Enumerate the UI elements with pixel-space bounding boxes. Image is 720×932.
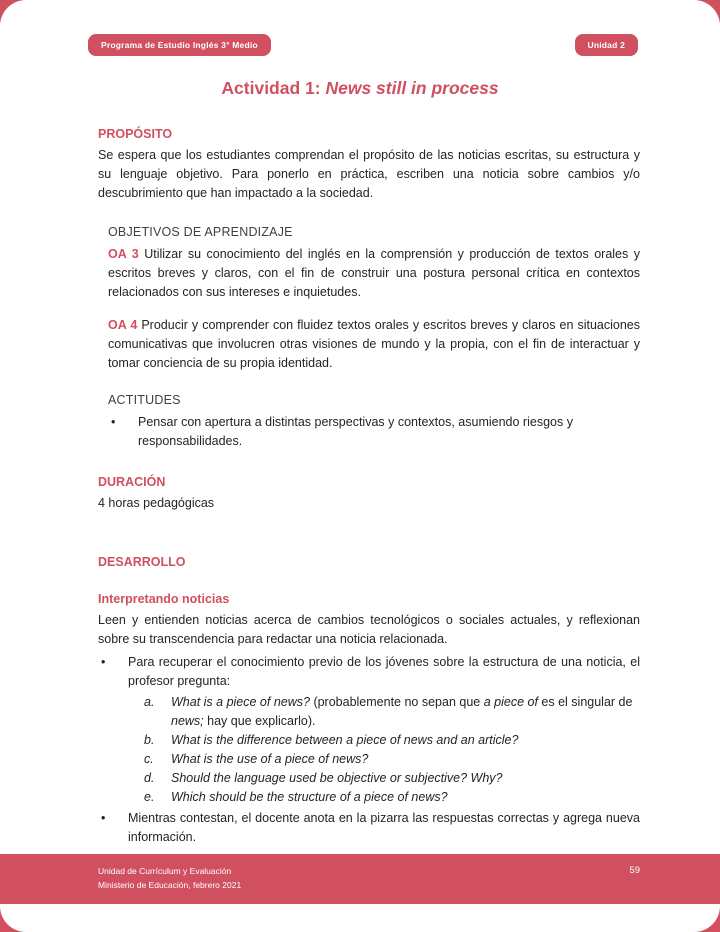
interpretando-heading: Interpretando noticias (98, 592, 230, 606)
interpretando-intro: Leen y entienden noticias acerca de cambios tecnológicos o sociales actuales, y reflexionan sobre su transcendencia para redactar una noticia relacionada. (98, 613, 640, 646)
page-header (0, 0, 720, 56)
duracion-body: 4 horas pedagógicas (98, 496, 215, 510)
list-item (144, 769, 640, 788)
actitudes-heading: ACTITUDES (108, 393, 181, 407)
note-roman: (probablemente no sepan que (309, 695, 484, 709)
list-item (144, 693, 640, 731)
page-footer (0, 854, 720, 904)
page-number: 59 (629, 865, 640, 876)
note-roman: es el singular de (537, 695, 633, 709)
unit-badge: Unidad 2 (575, 34, 639, 56)
item-text (171, 693, 640, 731)
oa4-paragraph (108, 316, 640, 373)
item-letter: d. (144, 771, 155, 785)
list-item (144, 731, 640, 750)
objetivos-heading: OBJETIVOS DE APRENDIZAJE (108, 225, 293, 239)
oa3-paragraph (108, 245, 640, 302)
note-roman: hay que explicarlo). (203, 714, 316, 728)
document-body (0, 125, 720, 847)
list-item (144, 788, 640, 807)
proposito-body: Se espera que los estudiantes comprendan el propósito de las noticias escritas, su estructura y su lenguaje objetivo. Para ponerlo en práctica, escriben una noticia sobre cambios y/o descubrimiento que han impactado a la sociedad. (98, 148, 640, 200)
item-text: What is the difference between a piece of news and an article? (171, 733, 519, 747)
note-italic: a piece of (483, 695, 538, 709)
teacher-notes-bullet (98, 809, 640, 847)
activity-title-prefix: Actividad 1: (221, 78, 326, 98)
item-letter: b. (144, 733, 155, 747)
proposito-heading: PROPÓSITO (98, 127, 173, 141)
item-letter: c. (144, 752, 154, 766)
oa3-text: Utilizar su conocimiento del inglés en la comprensión y producción de textos orales y escritos breves y claros, con el fin de construir una postura personal crítica en contextos relacionados con sus intereses e inquietudes. (108, 247, 640, 299)
item-text: What is the use of a piece of news? (171, 752, 369, 766)
desarrollo-heading: DESARROLLO (98, 555, 186, 569)
oa4-text: Producir y comprender con fluidez textos orales y escritos breves y claros en situaciones comunicativas que involucren otras visiones de mundo y la propia, con el fin de interactuar y tomar conciencia de su propia identidad. (108, 318, 640, 370)
note-italic: news; (171, 714, 204, 728)
actitudes-bullet-text: Pensar con apertura a distintas perspectivas y contextos, asumiendo riesgos y responsabilidades. (138, 415, 573, 448)
footer-publisher (98, 865, 241, 892)
question-italic: What is a piece of news? (171, 695, 310, 709)
item-letter: a. (144, 695, 155, 709)
footer-line1: Unidad de Currículum y Evaluación (98, 866, 232, 877)
page-title (0, 78, 720, 99)
bullet-icon: • (101, 811, 106, 825)
oa4-label: OA 4 (108, 318, 138, 332)
question-list (98, 693, 640, 807)
activity-title-name: News still in process (325, 78, 499, 98)
teacher-notes-text: Mientras contestan, el docente anota en la pizarra las respuestas correctas y agrega nueva información. (128, 811, 640, 844)
program-badge: Programa de Estudio Inglés 3° Medio (88, 34, 271, 56)
duracion-heading: DURACIÓN (98, 475, 166, 489)
bullet-icon: • (101, 655, 106, 669)
item-letter: e. (144, 790, 155, 804)
footer-line2: Ministerio de Educación, febrero 2021 (98, 880, 242, 890)
item-text: Should the language used be objective or subjective? Why? (171, 771, 503, 785)
structure-question-bullet (98, 653, 640, 691)
oa3-label: OA 3 (108, 247, 139, 261)
item-text: Which should be the structure of a piece of news? (171, 790, 448, 804)
objetivos-block (98, 223, 640, 451)
bullet-icon: • (111, 415, 116, 429)
structure-question-text: Para recuperar el conocimiento previo de los jóvenes sobre la estructura de una noticia, el profesor pregunta: (128, 655, 640, 688)
actitudes-bullet (108, 413, 640, 451)
list-item (144, 750, 640, 769)
